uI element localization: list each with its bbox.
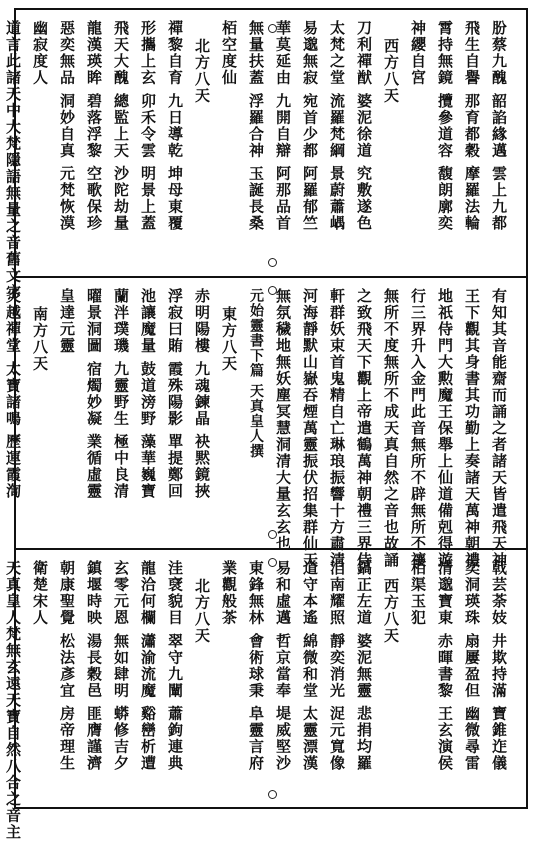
text-column: 清邈寶東 赤暉書黎 王玄演侯 <box>436 560 454 772</box>
text-column: 龍洽何欄 瀟渝流魔 谿巒析遭 <box>139 560 157 772</box>
text-column: 鎮堰時映 湯長穀邑 匪膺謹濟 <box>85 560 103 772</box>
text-column: 無量扶蓋 浮羅合神 玉誕長桑 <box>247 20 265 232</box>
section-heading: 北方八天 <box>193 38 211 104</box>
text-column: 幽寂度人 <box>31 20 49 86</box>
section-heading: 東方八天 <box>220 306 238 372</box>
text-column: 業觀般茶 <box>220 560 238 626</box>
text-column: 朝康聖覺 松法彥宜 房帝理生 <box>58 560 76 772</box>
text-column: 赤明陽樓 九魂鍊晶 袂黙鏡挾 <box>193 288 211 500</box>
text-column: 之致飛天下觀上帝遣鶴萬神朝禮三界侍 <box>355 288 373 569</box>
text-column: 易邈無寂 宛首少都 阿羅郁竺 <box>301 20 319 232</box>
text-column: 無所不度無所不成天真自然之音也故誦 <box>382 288 400 569</box>
text-column: 王下觀其身書其功勤上奏諸天萬神朝禮 <box>463 288 481 569</box>
text-column: 奕洞瑛珠 扇屢盈但 幽微尋雷 <box>463 560 481 772</box>
text-column: 有知其音能齋而誦之者諸天皆遣飛天神 <box>490 288 508 569</box>
text-column: 天真皇人梵無玄遠天寶自然八合之音主 <box>4 560 22 841</box>
section-heading: 北方八天 <box>193 578 211 644</box>
text-column: 玄零元恩 無如肆明 蟒修吉夕 <box>112 560 130 772</box>
text-column: 惡奕無品 洞妙自真 元梵恢漠 <box>58 20 76 232</box>
text-column: 鎬正左道 婆泥無靈 悲捐均羅 <box>355 560 373 772</box>
text-column: 栢渠玉犯 <box>409 560 427 626</box>
text-column: 浮寂曰賄 霞殊陽影 單提鄭回 <box>166 288 184 500</box>
text-column: 軒群妖束首鬼精自亡琳琅振響十方肅清 <box>328 288 346 569</box>
text-column: 華莫延由 九開自辯 阿那品首 <box>274 20 292 232</box>
text-column: 戟芸荼妓 井欺持滿 寶錐迮儀 <box>490 560 508 772</box>
scripture-page <box>4 8 528 841</box>
panel-top <box>4 10 526 301</box>
section-heading: 西方八天 <box>382 38 400 104</box>
text-column: 皇達元靈 <box>58 288 76 354</box>
panel-bottom <box>4 548 526 841</box>
text-column: 道守本遙 綿微和堂 太靈漂漢 <box>301 560 319 772</box>
text-columns <box>0 560 508 841</box>
section-heading: 西方八天 <box>382 578 400 644</box>
text-column: 栢空度仙 <box>220 20 238 86</box>
text-column: 炎越禪堂 太寶諸鳴 歷運霞渹 <box>4 288 22 500</box>
text-column: 飛天大醜 總監上天 沙陀劫量 <box>112 20 130 232</box>
text-column: 龍漢瑛眸 碧落浮黎 空歌保珍 <box>85 20 103 232</box>
panel-middle <box>4 276 526 569</box>
text-column: 洼裦貌目 翠守九闡 蕭鉤連典 <box>166 560 184 772</box>
text-column: 行三界升入金門此音無所不辟無所不禳 <box>409 288 427 569</box>
text-column: 地祇侍門大勲魔王保舉上仙道備剋得遊 <box>436 288 454 569</box>
text-column: 霄持無鏡 攬參道容 馥朗廓奕 <box>436 20 454 232</box>
section-title: 元始靈書下篇 天真皇人撰 <box>248 288 264 459</box>
text-column: 太梵之堂 流羅梵綱 景蔚蕭嵎 <box>328 20 346 232</box>
text-column: 蘭泮璞璣 九靈野生 極中良清 <box>112 288 130 500</box>
text-column: 神纓自宮 <box>409 20 427 86</box>
text-column: 飛生自譽 那育都穀 摩羅法輪 <box>463 20 481 232</box>
text-column: 池讓魔量 鼓道滂野 藻華巍寶 <box>139 288 157 500</box>
text-column: 道言此諸天中大梵隱語無量之音舊文字 <box>4 20 22 301</box>
text-columns <box>0 288 508 569</box>
section-heading: 南方八天 <box>31 306 49 372</box>
text-column: 刀利禪猷 婆泥徐道 究敷遂色 <box>355 20 373 232</box>
text-column: 衛楚宋人 <box>31 560 49 626</box>
text-column: 形攜上玄 卯禾令雲 明景上蓋 <box>139 20 157 232</box>
text-column: 東鋒無林 會術球秉 阜靈言府 <box>247 560 265 772</box>
text-column: 曜景洞圖 宿燭妙凝 業循虛靈 <box>85 288 103 500</box>
text-column: 河海靜默山嶽吞煙萬靈振伏招集群仙天 <box>301 288 319 569</box>
text-column: 無氛穢地無妖塵冥慧洞清大量玄玄也 <box>274 288 292 552</box>
text-column: 禪黎自育 九日導乾 坤母東覆 <box>166 20 184 232</box>
text-column: 易和虛邁 哲京當奉 堤威堅沙 <box>274 560 292 772</box>
text-column: 洎南耀照 靜奕消光 浞元寬像 <box>328 560 346 772</box>
text-columns <box>0 20 508 301</box>
text-column: 朌蔡九醜 韶諂緣邁 雲上九都 <box>490 20 508 232</box>
